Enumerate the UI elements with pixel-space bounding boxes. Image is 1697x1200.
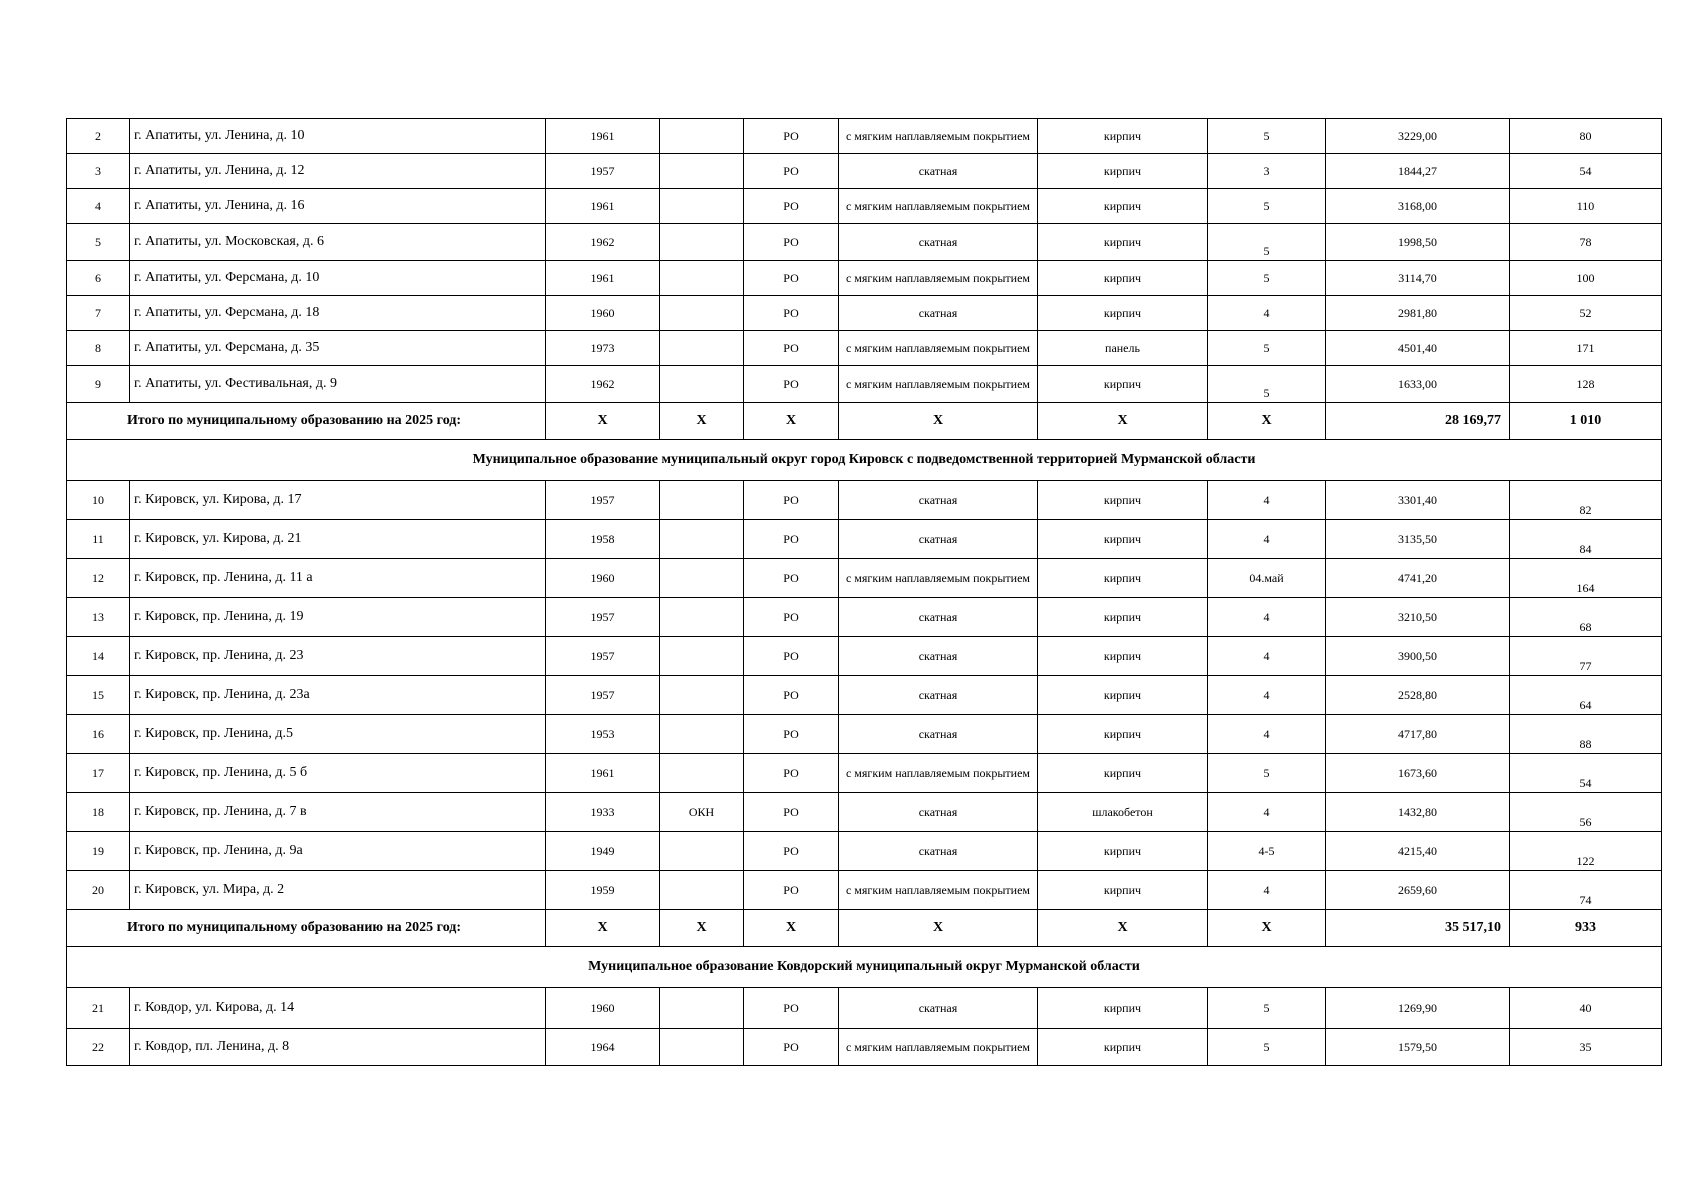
- total-x-mark: X: [839, 403, 1038, 440]
- build-year-cell: 1957: [546, 637, 660, 676]
- floors-cell: 4: [1208, 793, 1326, 832]
- roof-type-cell: скатная: [839, 154, 1038, 189]
- floors-cell: 4: [1208, 715, 1326, 754]
- area-cell: 3114,70: [1326, 261, 1510, 296]
- wall-material-cell: кирпич: [1038, 715, 1208, 754]
- row-number-cell: 3: [67, 154, 130, 189]
- table-row: [67, 676, 1662, 715]
- table-row: [67, 715, 1662, 754]
- table-row: [67, 793, 1662, 832]
- address-cell: г. Апатиты, ул. Ферсмана, д. 35: [130, 331, 546, 366]
- ro-cell: РО: [744, 366, 839, 403]
- total-x-mark: X: [546, 403, 660, 440]
- wall-material-cell: кирпич: [1038, 366, 1208, 403]
- row-number-cell: 22: [67, 1029, 130, 1066]
- build-year-cell: 1964: [546, 1029, 660, 1066]
- apartments-cell: 84: [1510, 520, 1662, 559]
- heritage-cell: [660, 261, 744, 296]
- housing-register-table: [66, 118, 1662, 1066]
- area-cell: 1633,00: [1326, 366, 1510, 403]
- floors-cell: 4: [1208, 637, 1326, 676]
- apartments-cell: 64: [1510, 676, 1662, 715]
- table-body: [67, 119, 1662, 1066]
- total-area: 35 517,10: [1326, 910, 1510, 947]
- total-x-mark: X: [660, 910, 744, 947]
- municipality-title: Муниципальное образование муниципальный округ город Кировск с подведомственной территорией Мурманской области: [67, 440, 1662, 481]
- wall-material-cell: кирпич: [1038, 1029, 1208, 1066]
- floors-cell: 5: [1208, 261, 1326, 296]
- floors-cell: 4: [1208, 871, 1326, 910]
- table-row: [67, 520, 1662, 559]
- row-number-cell: 16: [67, 715, 130, 754]
- apartments-cell: 54: [1510, 754, 1662, 793]
- roof-type-cell: скатная: [839, 481, 1038, 520]
- ro-cell: РО: [744, 598, 839, 637]
- apartments-cell: 122: [1510, 832, 1662, 871]
- floors-cell: 4-5: [1208, 832, 1326, 871]
- roof-type-cell: скатная: [839, 793, 1038, 832]
- section-header-row: [67, 947, 1662, 988]
- total-area: 28 169,77: [1326, 403, 1510, 440]
- address-cell: г. Кировск, пр. Ленина, д. 7 в: [130, 793, 546, 832]
- row-number-cell: 11: [67, 520, 130, 559]
- roof-type-cell: с мягким наплавляемым покрытием: [839, 871, 1038, 910]
- floors-cell: 3: [1208, 154, 1326, 189]
- row-number-cell: 21: [67, 988, 130, 1029]
- ro-cell: РО: [744, 715, 839, 754]
- ro-cell: РО: [744, 296, 839, 331]
- wall-material-cell: кирпич: [1038, 598, 1208, 637]
- apartments-cell: 40: [1510, 988, 1662, 1029]
- ro-cell: РО: [744, 520, 839, 559]
- apartments-cell: 128: [1510, 366, 1662, 403]
- apartments-cell: 171: [1510, 331, 1662, 366]
- row-number-cell: 17: [67, 754, 130, 793]
- roof-type-cell: скатная: [839, 988, 1038, 1029]
- floors-cell: 4: [1208, 676, 1326, 715]
- row-number-cell: 20: [67, 871, 130, 910]
- row-number-cell: 15: [67, 676, 130, 715]
- row-number-cell: 9: [67, 366, 130, 403]
- roof-type-cell: с мягким наплавляемым покрытием: [839, 1029, 1038, 1066]
- build-year-cell: 1961: [546, 261, 660, 296]
- total-x-mark: X: [1208, 403, 1326, 440]
- roof-type-cell: скатная: [839, 598, 1038, 637]
- address-cell: г. Кировск, пр. Ленина, д. 11 а: [130, 559, 546, 598]
- total-row: [67, 910, 1662, 947]
- ro-cell: РО: [744, 1029, 839, 1066]
- heritage-cell: [660, 481, 744, 520]
- heritage-cell: [660, 832, 744, 871]
- table-row: [67, 832, 1662, 871]
- table-row: [67, 637, 1662, 676]
- address-cell: г. Апатиты, ул. Ферсмана, д. 18: [130, 296, 546, 331]
- table-row: [67, 598, 1662, 637]
- apartments-cell: 74: [1510, 871, 1662, 910]
- heritage-cell: [660, 754, 744, 793]
- ro-cell: РО: [744, 832, 839, 871]
- apartments-cell: 80: [1510, 119, 1662, 154]
- floors-cell: 5: [1208, 331, 1326, 366]
- municipality-title: Муниципальное образование Ковдорский муниципальный округ Мурманской области: [67, 947, 1662, 988]
- roof-type-cell: с мягким наплавляемым покрытием: [839, 559, 1038, 598]
- floors-cell: 5: [1208, 189, 1326, 224]
- build-year-cell: 1960: [546, 296, 660, 331]
- roof-type-cell: скатная: [839, 520, 1038, 559]
- area-cell: 1269,90: [1326, 988, 1510, 1029]
- build-year-cell: 1933: [546, 793, 660, 832]
- total-x-mark: X: [1208, 910, 1326, 947]
- address-cell: г. Кировск, пр. Ленина, д. 23: [130, 637, 546, 676]
- area-cell: 1998,50: [1326, 224, 1510, 261]
- heritage-cell: [660, 366, 744, 403]
- heritage-cell: [660, 715, 744, 754]
- ro-cell: РО: [744, 224, 839, 261]
- row-number-cell: 19: [67, 832, 130, 871]
- floors-cell: 5: [1208, 119, 1326, 154]
- ro-cell: РО: [744, 754, 839, 793]
- wall-material-cell: кирпич: [1038, 119, 1208, 154]
- area-cell: 3135,50: [1326, 520, 1510, 559]
- floors-cell: 04.май: [1208, 559, 1326, 598]
- row-number-cell: 10: [67, 481, 130, 520]
- area-cell: 1432,80: [1326, 793, 1510, 832]
- build-year-cell: 1959: [546, 871, 660, 910]
- address-cell: г. Ковдор, пл. Ленина, д. 8: [130, 1029, 546, 1066]
- ro-cell: РО: [744, 119, 839, 154]
- heritage-cell: [660, 224, 744, 261]
- area-cell: 3229,00: [1326, 119, 1510, 154]
- ro-cell: РО: [744, 559, 839, 598]
- wall-material-cell: кирпич: [1038, 559, 1208, 598]
- heritage-cell: [660, 637, 744, 676]
- floors-cell: 4: [1208, 481, 1326, 520]
- area-cell: 2981,80: [1326, 296, 1510, 331]
- total-x-mark: X: [744, 403, 839, 440]
- floors-cell: 5: [1208, 988, 1326, 1029]
- total-x-mark: X: [1038, 910, 1208, 947]
- floors-cell: 5: [1208, 366, 1326, 403]
- floors-cell: 5: [1208, 754, 1326, 793]
- heritage-cell: [660, 154, 744, 189]
- apartments-cell: 54: [1510, 154, 1662, 189]
- row-number-cell: 7: [67, 296, 130, 331]
- area-cell: 1844,27: [1326, 154, 1510, 189]
- total-apartments: 1 010: [1510, 403, 1662, 440]
- total-x-mark: X: [660, 403, 744, 440]
- area-cell: 3301,40: [1326, 481, 1510, 520]
- roof-type-cell: с мягким наплавляемым покрытием: [839, 331, 1038, 366]
- heritage-cell: [660, 296, 744, 331]
- table-row: [67, 224, 1662, 261]
- wall-material-cell: шлакобетон: [1038, 793, 1208, 832]
- ro-cell: РО: [744, 189, 839, 224]
- build-year-cell: 1958: [546, 520, 660, 559]
- wall-material-cell: кирпич: [1038, 520, 1208, 559]
- area-cell: 4215,40: [1326, 832, 1510, 871]
- ro-cell: РО: [744, 261, 839, 296]
- ro-cell: РО: [744, 676, 839, 715]
- build-year-cell: 1960: [546, 559, 660, 598]
- roof-type-cell: с мягким наплавляемым покрытием: [839, 189, 1038, 224]
- wall-material-cell: панель: [1038, 331, 1208, 366]
- build-year-cell: 1961: [546, 119, 660, 154]
- address-cell: г. Кировск, ул. Кирова, д. 17: [130, 481, 546, 520]
- apartments-cell: 52: [1510, 296, 1662, 331]
- total-x-mark: X: [839, 910, 1038, 947]
- wall-material-cell: кирпич: [1038, 154, 1208, 189]
- ro-cell: РО: [744, 988, 839, 1029]
- heritage-cell: [660, 988, 744, 1029]
- apartments-cell: 82: [1510, 481, 1662, 520]
- total-row: [67, 403, 1662, 440]
- build-year-cell: 1962: [546, 366, 660, 403]
- row-number-cell: 6: [67, 261, 130, 296]
- ro-cell: РО: [744, 331, 839, 366]
- address-cell: г. Кировск, ул. Кирова, д. 21: [130, 520, 546, 559]
- row-number-cell: 2: [67, 119, 130, 154]
- floors-cell: 4: [1208, 520, 1326, 559]
- ro-cell: РО: [744, 154, 839, 189]
- build-year-cell: 1957: [546, 598, 660, 637]
- build-year-cell: 1962: [546, 224, 660, 261]
- roof-type-cell: скатная: [839, 676, 1038, 715]
- heritage-cell: ОКН: [660, 793, 744, 832]
- roof-type-cell: с мягким наплавляемым покрытием: [839, 366, 1038, 403]
- address-cell: г. Кировск, пр. Ленина, д.5: [130, 715, 546, 754]
- table-row: [67, 481, 1662, 520]
- floors-cell: 5: [1208, 224, 1326, 261]
- ro-cell: РО: [744, 871, 839, 910]
- build-year-cell: 1957: [546, 154, 660, 189]
- area-cell: 4501,40: [1326, 331, 1510, 366]
- heritage-cell: [660, 871, 744, 910]
- apartments-cell: 56: [1510, 793, 1662, 832]
- build-year-cell: 1949: [546, 832, 660, 871]
- address-cell: г. Апатиты, ул. Ленина, д. 12: [130, 154, 546, 189]
- table-row: [67, 189, 1662, 224]
- total-apartments: 933: [1510, 910, 1662, 947]
- section-header-row: [67, 440, 1662, 481]
- floors-cell: 4: [1208, 296, 1326, 331]
- address-cell: г. Апатиты, ул. Ферсмана, д. 10: [130, 261, 546, 296]
- table-row: [67, 296, 1662, 331]
- apartments-cell: 35: [1510, 1029, 1662, 1066]
- heritage-cell: [660, 676, 744, 715]
- table-row: [67, 154, 1662, 189]
- heritage-cell: [660, 520, 744, 559]
- address-cell: г. Апатиты, ул. Фестивальная, д. 9: [130, 366, 546, 403]
- area-cell: 1673,60: [1326, 754, 1510, 793]
- roof-type-cell: скатная: [839, 296, 1038, 331]
- total-label: Итого по муниципальному образованию на 2025 год:: [67, 403, 546, 440]
- table-row: [67, 366, 1662, 403]
- address-cell: г. Кировск, пр. Ленина, д. 19: [130, 598, 546, 637]
- area-cell: 2659,60: [1326, 871, 1510, 910]
- wall-material-cell: кирпич: [1038, 988, 1208, 1029]
- area-cell: 2528,80: [1326, 676, 1510, 715]
- area-cell: 4741,20: [1326, 559, 1510, 598]
- row-number-cell: 12: [67, 559, 130, 598]
- heritage-cell: [660, 1029, 744, 1066]
- heritage-cell: [660, 559, 744, 598]
- roof-type-cell: скатная: [839, 637, 1038, 676]
- build-year-cell: 1960: [546, 988, 660, 1029]
- address-cell: г. Ковдор, ул. Кирова, д. 14: [130, 988, 546, 1029]
- table-row: [67, 559, 1662, 598]
- total-x-mark: X: [744, 910, 839, 947]
- build-year-cell: 1957: [546, 481, 660, 520]
- build-year-cell: 1953: [546, 715, 660, 754]
- area-cell: 1579,50: [1326, 1029, 1510, 1066]
- wall-material-cell: кирпич: [1038, 754, 1208, 793]
- roof-type-cell: скатная: [839, 832, 1038, 871]
- wall-material-cell: кирпич: [1038, 189, 1208, 224]
- heritage-cell: [660, 331, 744, 366]
- row-number-cell: 8: [67, 331, 130, 366]
- apartments-cell: 77: [1510, 637, 1662, 676]
- floors-cell: 5: [1208, 1029, 1326, 1066]
- address-cell: г. Кировск, пр. Ленина, д. 5 б: [130, 754, 546, 793]
- address-cell: г. Кировск, ул. Мира, д. 2: [130, 871, 546, 910]
- apartments-cell: 78: [1510, 224, 1662, 261]
- wall-material-cell: кирпич: [1038, 481, 1208, 520]
- ro-cell: РО: [744, 481, 839, 520]
- total-x-mark: X: [546, 910, 660, 947]
- ro-cell: РО: [744, 793, 839, 832]
- area-cell: 3168,00: [1326, 189, 1510, 224]
- area-cell: 3900,50: [1326, 637, 1510, 676]
- table-row: [67, 331, 1662, 366]
- area-cell: 3210,50: [1326, 598, 1510, 637]
- table-row: [67, 754, 1662, 793]
- table-row: [67, 261, 1662, 296]
- build-year-cell: 1961: [546, 189, 660, 224]
- area-cell: 4717,80: [1326, 715, 1510, 754]
- wall-material-cell: кирпич: [1038, 676, 1208, 715]
- roof-type-cell: скатная: [839, 715, 1038, 754]
- wall-material-cell: кирпич: [1038, 224, 1208, 261]
- row-number-cell: 18: [67, 793, 130, 832]
- apartments-cell: 100: [1510, 261, 1662, 296]
- row-number-cell: 5: [67, 224, 130, 261]
- address-cell: г. Апатиты, ул. Ленина, д. 16: [130, 189, 546, 224]
- address-cell: г. Апатиты, ул. Московская, д. 6: [130, 224, 546, 261]
- roof-type-cell: с мягким наплавляемым покрытием: [839, 119, 1038, 154]
- build-year-cell: 1973: [546, 331, 660, 366]
- floors-cell: 4: [1208, 598, 1326, 637]
- wall-material-cell: кирпич: [1038, 296, 1208, 331]
- wall-material-cell: кирпич: [1038, 261, 1208, 296]
- address-cell: г. Кировск, пр. Ленина, д. 9а: [130, 832, 546, 871]
- row-number-cell: 13: [67, 598, 130, 637]
- total-x-mark: X: [1038, 403, 1208, 440]
- table-row: [67, 119, 1662, 154]
- roof-type-cell: скатная: [839, 224, 1038, 261]
- wall-material-cell: кирпич: [1038, 637, 1208, 676]
- table-row: [67, 1029, 1662, 1066]
- apartments-cell: 68: [1510, 598, 1662, 637]
- row-number-cell: 14: [67, 637, 130, 676]
- heritage-cell: [660, 189, 744, 224]
- apartments-cell: 164: [1510, 559, 1662, 598]
- table-row: [67, 988, 1662, 1029]
- heritage-cell: [660, 119, 744, 154]
- build-year-cell: 1961: [546, 754, 660, 793]
- ro-cell: РО: [744, 637, 839, 676]
- build-year-cell: 1957: [546, 676, 660, 715]
- wall-material-cell: кирпич: [1038, 871, 1208, 910]
- roof-type-cell: с мягким наплавляемым покрытием: [839, 261, 1038, 296]
- wall-material-cell: кирпич: [1038, 832, 1208, 871]
- table-row: [67, 871, 1662, 910]
- address-cell: г. Кировск, пр. Ленина, д. 23а: [130, 676, 546, 715]
- heritage-cell: [660, 598, 744, 637]
- address-cell: г. Апатиты, ул. Ленина, д. 10: [130, 119, 546, 154]
- apartments-cell: 88: [1510, 715, 1662, 754]
- roof-type-cell: с мягким наплавляемым покрытием: [839, 754, 1038, 793]
- total-label: Итого по муниципальному образованию на 2025 год:: [67, 910, 546, 947]
- row-number-cell: 4: [67, 189, 130, 224]
- apartments-cell: 110: [1510, 189, 1662, 224]
